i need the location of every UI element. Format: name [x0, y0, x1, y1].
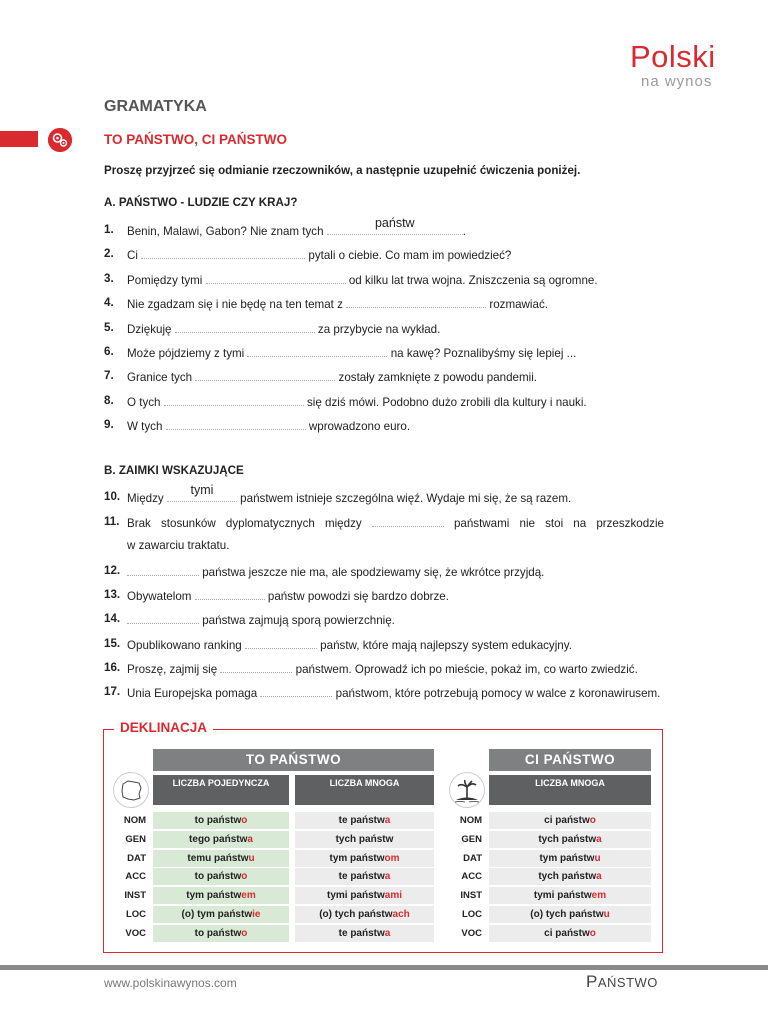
- exercise-sentence: [127, 296, 548, 311]
- word-ending: u: [603, 909, 610, 920]
- answer-blank[interactable]: [175, 321, 315, 333]
- answer-blank[interactable]: [372, 515, 444, 527]
- exercise-text-after: wprowadzono euro.: [305, 420, 411, 434]
- declension-title: DEKLINACJA: [114, 720, 213, 735]
- word-ending: em: [591, 890, 607, 902]
- exercise-number: 5.: [104, 320, 114, 334]
- answer-blank[interactable]: [346, 296, 486, 308]
- exercise-text-before: O tych: [127, 395, 164, 409]
- word-stem: tymi państw: [533, 890, 592, 902]
- exercise-text-before: Obywatelom: [127, 590, 195, 603]
- ci-plural-cell: [489, 887, 651, 904]
- exercise-number: 2.: [104, 247, 114, 261]
- exercise-number: 7.: [104, 369, 114, 383]
- exercise-number: 6.: [104, 345, 114, 358]
- exercise-sentence: [127, 515, 664, 530]
- answer-blank[interactable]: [206, 272, 346, 284]
- to-singular-cell: [153, 812, 289, 829]
- case-label: DAT: [463, 852, 482, 864]
- exercise-sentence: [127, 321, 440, 336]
- answer-blank[interactable]: [260, 685, 332, 697]
- footer-title-initial: P: [586, 972, 598, 991]
- exercise-number: 3.: [104, 271, 114, 285]
- case-label: VOC: [461, 927, 482, 939]
- exercise-text-before: Benin, Malawi, Gabon? Nie znam tych: [127, 225, 327, 238]
- exercise-text-after: państwami nie stoi na przeszkodzie: [443, 517, 664, 530]
- exercise-sentence: [127, 216, 467, 238]
- exercise-text-after: państwa jeszcze nie ma, ale spodziewamy się, że wkrótce przyjdą.: [199, 566, 545, 579]
- exercise-instruction: Proszę przyjrzeć się odmianie rzeczowników, a następnie uzupełnić ćwiczenia poniżej.: [104, 164, 581, 177]
- word-stem: to państw: [194, 815, 242, 826]
- word-stem: (o) tym państw: [181, 909, 253, 920]
- exercise-sentence: [127, 612, 395, 627]
- part-a-title: A. PAŃSTWO - LUDZIE CZY KRAJ?: [104, 196, 298, 209]
- word-ending: o: [241, 815, 248, 826]
- exercise-sentence: [127, 247, 511, 262]
- exercise-text-after: państwom, które potrzebują pomocy w walce z koronawirusem.: [332, 687, 661, 700]
- ci-plural-cell: [489, 831, 651, 848]
- exercise-sentence: [127, 345, 576, 360]
- exercise-text-before: Opublikowano ranking: [127, 639, 245, 652]
- exercise-number: 10.: [104, 490, 121, 503]
- grammar-gears-icon: [48, 128, 72, 152]
- exercise-number: 4.: [104, 296, 114, 310]
- word-stem: tym państw: [186, 890, 242, 902]
- word-ending: o: [241, 927, 248, 939]
- ci-plural-cell: [489, 925, 651, 942]
- exercise-text-after: państw, które mają najlepszy system edukacyjny.: [316, 639, 572, 652]
- word-ending: ami: [384, 890, 403, 902]
- to-plural-cell: [295, 850, 434, 867]
- case-label: DAT: [127, 852, 146, 864]
- accent-bar: [0, 131, 38, 147]
- to-plural-cell: [295, 812, 434, 829]
- word-stem: (o) tych państw: [530, 909, 604, 920]
- answer-blank[interactable]: [327, 216, 463, 235]
- exercise-text-after: państwem istnieje szczególna więź. Wydaje mi się, że są razem.: [236, 492, 572, 505]
- case-label: NOM: [123, 815, 146, 826]
- answer-blank[interactable]: [195, 369, 335, 381]
- to-plural-cell: [295, 925, 434, 942]
- to-singular-cell: [153, 831, 289, 848]
- word-ending: om: [384, 852, 400, 864]
- topic-title: TO PAŃSTWO, CI PAŃSTWO: [104, 132, 287, 147]
- footer-title-rest: AŃSTWO: [597, 975, 658, 990]
- case-label: INST: [124, 890, 146, 902]
- exercise-text-after: za przybycie na wykład.: [314, 322, 441, 336]
- exercise-sentence: [127, 661, 638, 676]
- word-stem: ci państw: [544, 927, 590, 939]
- exercise-text-after: państw powodzi się bardzo dobrze.: [264, 590, 449, 603]
- word-ending: u: [594, 852, 601, 864]
- answer-blank[interactable]: [127, 564, 199, 576]
- exercise-text-before: W tych: [127, 420, 166, 434]
- case-label: GEN: [125, 833, 146, 845]
- exercise-sentence: [127, 369, 537, 384]
- exercise-text-after: zostały zamknięte z powodu pandemii.: [335, 371, 538, 385]
- answer-blank[interactable]: [195, 588, 265, 600]
- brand-logo: [630, 40, 730, 100]
- word-ending: a: [384, 927, 391, 939]
- exercise-text-before: Unia Europejska pomaga: [127, 687, 261, 700]
- part-b-title: B. ZAIMKI WSKAZUJĄCE: [104, 464, 244, 477]
- filled-answer: tymi: [190, 483, 214, 497]
- answer-blank[interactable]: [127, 612, 199, 624]
- word-stem: te państw: [338, 927, 385, 939]
- exercise-sentence: [127, 637, 572, 652]
- poland-map-icon: [113, 772, 149, 808]
- to-singular-cell: [153, 887, 289, 904]
- exercise-text-after: .: [462, 225, 467, 238]
- exercise-sentence: [127, 272, 598, 287]
- exercise-sentence: [127, 418, 410, 433]
- footer-page-title: [586, 972, 658, 992]
- word-ending: o: [241, 871, 248, 883]
- answer-blank[interactable]: [166, 418, 306, 430]
- word-ending: ie: [252, 909, 261, 920]
- exercise-number: 17.: [104, 685, 121, 698]
- plural-column-header: LICZBA MNOGA: [295, 775, 434, 805]
- exercise-sentence: [127, 588, 449, 603]
- case-label: LOC: [125, 909, 146, 920]
- answer-blank[interactable]: [247, 345, 387, 357]
- ci-plural-cell: [489, 906, 651, 923]
- to-plural-cell: [295, 887, 434, 904]
- case-label: LOC: [461, 909, 482, 920]
- ci-plural-cell: [489, 850, 651, 867]
- exercise-number: 13.: [104, 588, 121, 601]
- word-ending: a: [596, 871, 602, 883]
- singular-column-header: LICZBA POJEDYNCZA: [153, 775, 289, 805]
- exercise-text-before: Między: [127, 492, 167, 505]
- exercise-text-after: na kawę? Poznalibyśmy się lepiej ...: [387, 347, 577, 360]
- ci-panstwo-header: CI PAŃSTWO: [489, 749, 651, 771]
- word-stem: temu państw: [187, 852, 249, 864]
- exercise-text-after: się dziś mówi. Podobno dużo zrobili dla kultury i nauki.: [303, 395, 587, 409]
- to-singular-cell: [153, 850, 289, 867]
- exercise-text-before: Ci: [127, 249, 142, 263]
- to-singular-cell: [153, 868, 289, 885]
- word-ending: a: [384, 815, 391, 826]
- case-label: INST: [460, 890, 482, 902]
- word-stem: tymi państw: [326, 890, 385, 902]
- exercise-text-before: Może pójdziemy z tymi: [127, 347, 248, 360]
- footer-bar: [0, 965, 768, 970]
- word-stem: tym państw: [329, 852, 385, 864]
- exercise-number: 15.: [104, 637, 121, 650]
- word-stem: tych państw: [335, 833, 394, 845]
- word-ending: a: [596, 833, 602, 845]
- exercise-text-after: państwa zajmują sporą powierzchnię.: [199, 614, 395, 627]
- case-label: ACC: [125, 871, 146, 883]
- exercise-text-after: pytali o ciebie. Co mam im powiedzieć?: [305, 249, 512, 263]
- case-label: VOC: [125, 927, 146, 939]
- word-stem: to państw: [194, 927, 242, 939]
- exercise-number: 9.: [104, 418, 114, 432]
- word-ending: a: [247, 833, 253, 845]
- ci-plural-cell: [489, 868, 651, 885]
- exercise-number: 8.: [104, 393, 114, 407]
- exercise-number: 16.: [104, 661, 121, 674]
- ci-plural-cell: [489, 812, 651, 829]
- exercise-sentence: [127, 394, 587, 409]
- exercise-text-before: Proszę, zajmij się: [127, 663, 221, 676]
- case-label: NOM: [459, 815, 482, 826]
- word-ending: o: [589, 927, 596, 939]
- word-stem: ci państw: [544, 815, 590, 826]
- logo-word: Polski: [630, 39, 716, 74]
- exercise-text-before: Pomiędzy tymi: [127, 273, 206, 287]
- exercise-text-before: Nie zgadzam się i nie będę na ten temat z: [127, 298, 347, 312]
- answer-blank[interactable]: [167, 483, 237, 502]
- logo-subtitle: na wynos: [641, 73, 713, 90]
- exercise-text-after: od kilku lat trwa wojna. Zniszczenia są ogromne.: [345, 273, 598, 287]
- exercise-number: 11.: [104, 515, 120, 528]
- word-stem: tych państw: [538, 833, 597, 845]
- word-stem: tego państw: [189, 833, 248, 845]
- word-stem: tych państw: [538, 871, 597, 883]
- exercise-text-before: Granice tych: [127, 371, 196, 385]
- exercise-number: 12.: [104, 564, 121, 577]
- word-ending: em: [241, 890, 256, 902]
- ci-plural-column-header: LICZBA MNOGA: [489, 775, 651, 805]
- answer-blank[interactable]: [141, 247, 305, 259]
- palm-island-icon: [449, 772, 485, 808]
- word-ending: a: [384, 871, 391, 883]
- word-ending: o: [589, 815, 596, 826]
- exercise-sentence: [127, 685, 660, 700]
- to-panstwo-header: TO PAŃSTWO: [153, 749, 434, 771]
- word-stem: tym państw: [539, 852, 595, 864]
- section-heading: GRAMATYKA: [104, 98, 207, 115]
- footer-url[interactable]: www.polskinawynos.com: [104, 976, 237, 990]
- filled-answer: państw: [374, 216, 415, 230]
- exercise-number: 14.: [104, 612, 121, 625]
- word-ending: u: [248, 852, 255, 864]
- word-stem: te państw: [338, 815, 385, 826]
- word-stem: to państw: [194, 871, 242, 883]
- answer-blank[interactable]: [220, 661, 292, 673]
- answer-blank[interactable]: [245, 637, 317, 649]
- exercise-text-after: państwem. Oprowadź ich po mieście, pokaż im, co warto zwiedzić.: [292, 663, 638, 676]
- word-stem: te państw: [338, 871, 385, 883]
- exercise-text-before: Dziękuję: [127, 322, 175, 336]
- to-plural-cell: [295, 906, 434, 923]
- word-stem: (o) tych państw: [319, 909, 393, 920]
- to-plural-cell: [295, 868, 434, 885]
- to-singular-cell: [153, 925, 289, 942]
- answer-blank[interactable]: [164, 394, 304, 406]
- case-label: GEN: [461, 833, 482, 845]
- case-label: ACC: [461, 871, 482, 883]
- exercise-sentence: [127, 564, 544, 579]
- to-singular-cell: [153, 906, 289, 923]
- exercise-text-after: rozmawiać.: [486, 298, 548, 312]
- exercise-sentence: [127, 483, 572, 505]
- word-ending: ach: [392, 909, 410, 920]
- exercise-number: 1.: [104, 223, 114, 236]
- to-plural-cell: [295, 831, 434, 848]
- exercise-text-before: Brak stosunków dyplomatycznych między: [127, 517, 372, 530]
- exercise-continuation: w zawarciu traktatu.: [127, 539, 230, 552]
